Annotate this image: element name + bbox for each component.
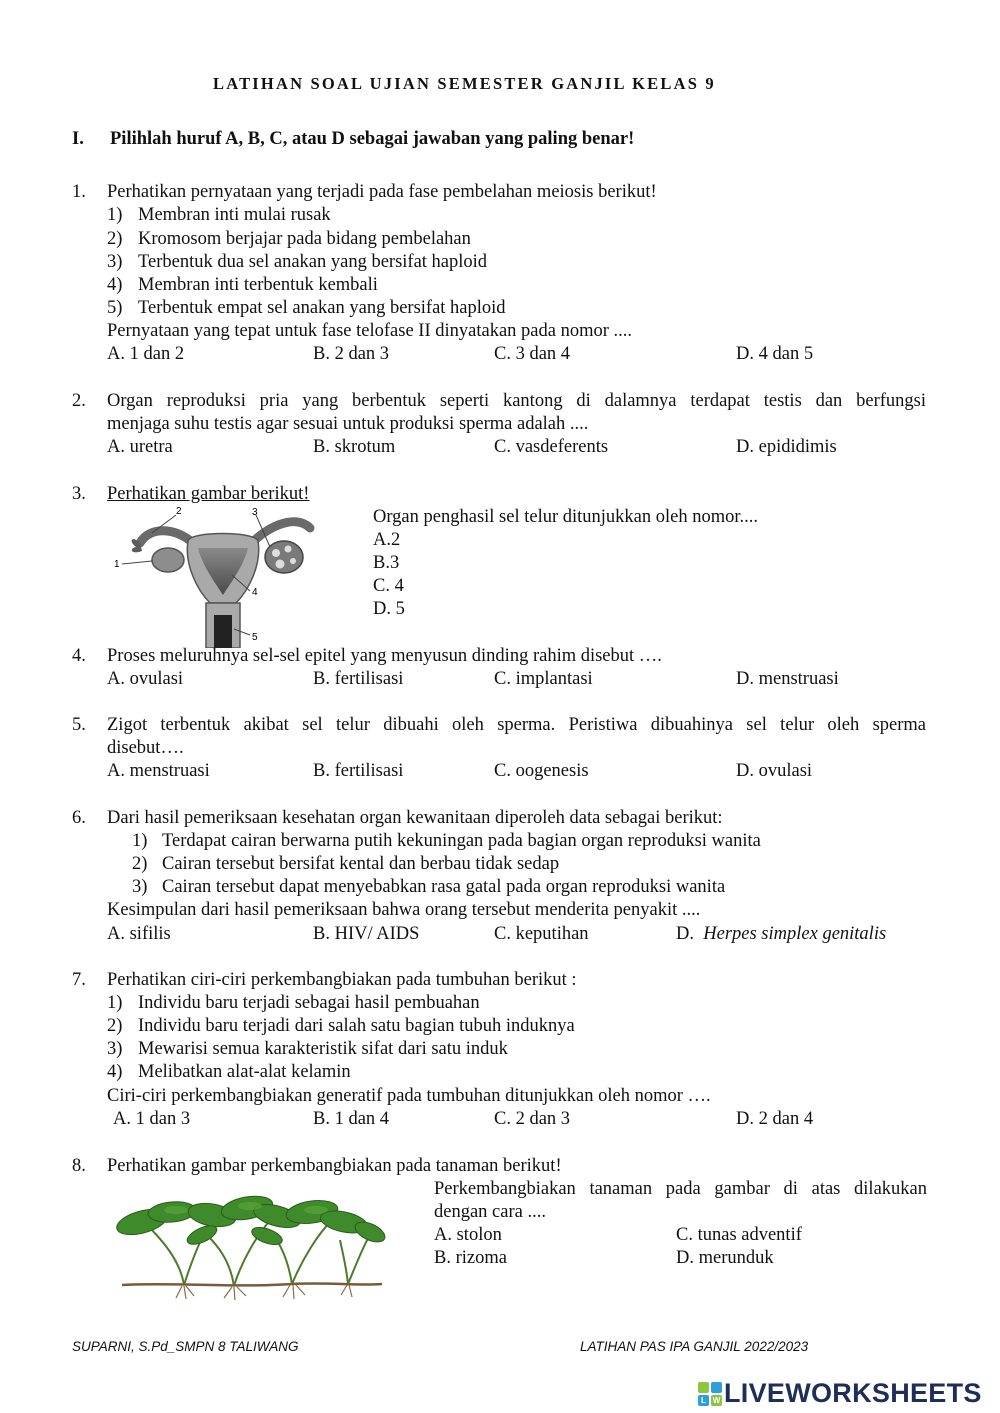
option-c[interactable]: C. 3 dan 4	[494, 344, 571, 364]
item-number: 5)	[107, 298, 123, 318]
figure-label-4: 4	[252, 587, 258, 598]
option-c[interactable]: C. tunas adventif	[676, 1225, 802, 1245]
question-prompt: Organ penghasil sel telur ditunjukkan oleh nomor....	[373, 507, 759, 527]
leaves	[114, 1193, 387, 1248]
strawberry-stolon-figure	[112, 1190, 387, 1305]
item-number: 2)	[107, 229, 123, 249]
option-d[interactable]: D. menstruasi	[736, 669, 839, 689]
option-c[interactable]: C. oogenesis	[494, 761, 589, 781]
option-a[interactable]: A. 1 dan 3	[113, 1109, 191, 1129]
follicle	[272, 549, 280, 557]
option-a[interactable]: A. uretra	[107, 437, 173, 457]
item-number: 1)	[107, 993, 123, 1013]
item-number: 3)	[107, 252, 123, 272]
question-stem: Dari hasil pemeriksaan kesehatan organ kewanitaan diperoleh data sebagai berikut:	[107, 808, 723, 828]
ovary-right	[265, 541, 303, 573]
option-a[interactable]: A.2	[373, 530, 401, 550]
option-d-text: Herpes simplex genitalis	[703, 924, 887, 944]
item-text: Terdapat cairan berwarna putih kekuningan pada bagian organ reproduksi wanita	[162, 831, 761, 851]
label-line-1	[122, 561, 152, 564]
item-text: Membran inti mulai rusak	[138, 205, 331, 225]
question-stem: Zigot terbentuk akibat sel telur dibuahi oleh sperma. Peristiwa dibuahinya sel telur oleh sperma	[107, 715, 926, 735]
question-prompt: Perkembangbiakan tanaman pada gambar di atas dilakukan	[434, 1179, 927, 1199]
option-c[interactable]: C. 4	[373, 576, 404, 596]
option-b[interactable]: B. 1 dan 4	[313, 1109, 390, 1129]
option-d[interactable]: D. ovulasi	[736, 761, 813, 781]
figure-label-2: 2	[176, 506, 182, 517]
item-text: Kromosom berjajar pada bidang pembelahan	[138, 229, 471, 249]
option-b[interactable]: B. fertilisasi	[313, 669, 404, 689]
question-stem: Perhatikan gambar berikut!	[107, 484, 310, 504]
option-d[interactable]: D. 2 dan 4	[736, 1109, 814, 1129]
item-text: Terbentuk dua sel anakan yang bersifat haploid	[138, 252, 488, 272]
question-stem: Organ reproduksi pria yang berbentuk seperti kantong di dalamnya terdapat testis dan berfungsi	[107, 391, 926, 411]
option-c[interactable]: C. 2 dan 3	[494, 1109, 571, 1129]
item-number: 3)	[107, 1039, 123, 1059]
option-b[interactable]: B. HIV/ AIDS	[313, 924, 420, 944]
item-text: Individu baru terjadi dari salah satu bagian tubuh induknya	[138, 1016, 575, 1036]
question-prompt: Pernyataan yang tepat untuk fase telofase II dinyatakan pada nomor ....	[107, 321, 633, 341]
question-number: 1.	[72, 182, 86, 202]
item-number: 3)	[132, 877, 148, 897]
roots	[176, 1285, 352, 1300]
logo-letter-l: L	[698, 1395, 709, 1406]
option-b[interactable]: B. 2 dan 3	[313, 344, 390, 364]
follicle	[276, 560, 285, 569]
question-prompt: Kesimpulan dari hasil pemeriksaan bahwa orang tersebut menderita penyakit ....	[107, 900, 701, 920]
option-b[interactable]: B. fertilisasi	[313, 761, 404, 781]
item-text: Mewarisi semua karakteristik sifat dari satu induk	[138, 1039, 508, 1059]
figure-label-1: 1	[114, 559, 120, 570]
question-stem: Proses meluruhnya sel-sel epitel yang menyusun dinding rahim disebut ….	[107, 646, 662, 666]
question-stem: Perhatikan ciri-ciri perkembangbiakan pada tumbuhan berikut :	[107, 970, 577, 990]
item-text: Cairan tersebut dapat menyebabkan rasa gatal pada organ reproduksi wanita	[162, 877, 726, 897]
vagina-canal	[214, 615, 232, 648]
option-d[interactable]: D. 5	[373, 599, 405, 619]
item-number: 4)	[107, 1062, 123, 1082]
item-number: 2)	[107, 1016, 123, 1036]
ovary-left	[152, 548, 184, 572]
option-d[interactable]: D. 4 dan 5	[736, 344, 814, 364]
option-a[interactable]: A. 1 dan 2	[107, 344, 185, 364]
item-number: 1)	[107, 205, 123, 225]
option-a[interactable]: A. ovulasi	[107, 669, 184, 689]
option-c[interactable]: C. keputihan	[494, 924, 589, 944]
follicle	[285, 546, 292, 553]
option-a[interactable]: A. menstruasi	[107, 761, 210, 781]
option-b[interactable]: B.3	[373, 553, 400, 573]
item-text: Melibatkan alat-alat kelamin	[138, 1062, 351, 1082]
option-c[interactable]: C. implantasi	[494, 669, 593, 689]
question-stem-cont: menjaga suhu testis agar sesuai untuk produksi sperma adalah ....	[107, 414, 589, 434]
question-number: 2.	[72, 391, 86, 411]
question-number: 8.	[72, 1156, 86, 1176]
question-number: 6.	[72, 808, 86, 828]
page-title: LATIHAN SOAL UJIAN SEMESTER GANJIL KELAS 9	[213, 74, 716, 93]
section-instruction: Pilihlah huruf A, B, C, atau D sebagai jawaban yang paling benar!	[110, 129, 635, 149]
option-d-letter: D.	[676, 924, 694, 944]
question-stem: Perhatikan pernyataan yang terjadi pada fase pembelahan meiosis berikut!	[107, 182, 657, 202]
question-prompt: Ciri-ciri perkembangbiakan generatif pada tumbuhan ditunjukkan oleh nomor ….	[107, 1086, 711, 1106]
item-text: Individu baru terjadi sebagai hasil pembuahan	[138, 993, 480, 1013]
runner-stem	[122, 1283, 382, 1285]
question-prompt-cont: dengan cara ....	[434, 1202, 546, 1222]
item-text: Cairan tersebut bersifat kental dan berbau tidak sedap	[162, 854, 560, 874]
footer-course: LATIHAN PAS IPA GANJIL 2022/2023	[580, 1339, 809, 1354]
option-a[interactable]: A. stolon	[434, 1225, 502, 1245]
figure-label-3: 3	[252, 507, 258, 518]
question-number: 7.	[72, 970, 86, 990]
item-number: 2)	[132, 854, 148, 874]
option-d[interactable]	[676, 925, 886, 944]
item-number: 1)	[132, 831, 148, 851]
footer-author: SUPARNI, S.Pd_SMPN 8 TALIWANG	[72, 1339, 299, 1354]
option-d[interactable]: D. epididimis	[736, 437, 837, 457]
item-text: Terbentuk empat sel anakan yang bersifat haploid	[138, 298, 506, 318]
question-stem: Perhatikan gambar perkembangbiakan pada tanaman berikut!	[107, 1156, 562, 1176]
item-number: 4)	[107, 275, 123, 295]
option-c[interactable]: C. vasdeferents	[494, 437, 609, 457]
brand-name[interactable]: LIVEWORKSHEETS	[724, 1378, 982, 1408]
logo-letter-w: W	[712, 1396, 721, 1405]
item-text: Membran inti terbentuk kembali	[138, 275, 378, 295]
follicle	[290, 558, 296, 564]
figure-label-5: 5	[252, 632, 258, 643]
option-b[interactable]: B. rizoma	[434, 1248, 507, 1268]
liveworksheets-logo-icon	[698, 1382, 722, 1406]
question-stem-cont: disebut….	[107, 738, 184, 758]
section-number: I.	[72, 129, 84, 149]
option-a[interactable]: A. sifilis	[107, 924, 171, 944]
option-b[interactable]: B. skrotum	[313, 437, 396, 457]
question-number: 4.	[72, 646, 86, 666]
question-number: 5.	[72, 715, 86, 735]
option-d[interactable]: D. merunduk	[676, 1248, 774, 1268]
question-number: 3.	[72, 484, 86, 504]
female-reproductive-figure	[110, 503, 335, 648]
